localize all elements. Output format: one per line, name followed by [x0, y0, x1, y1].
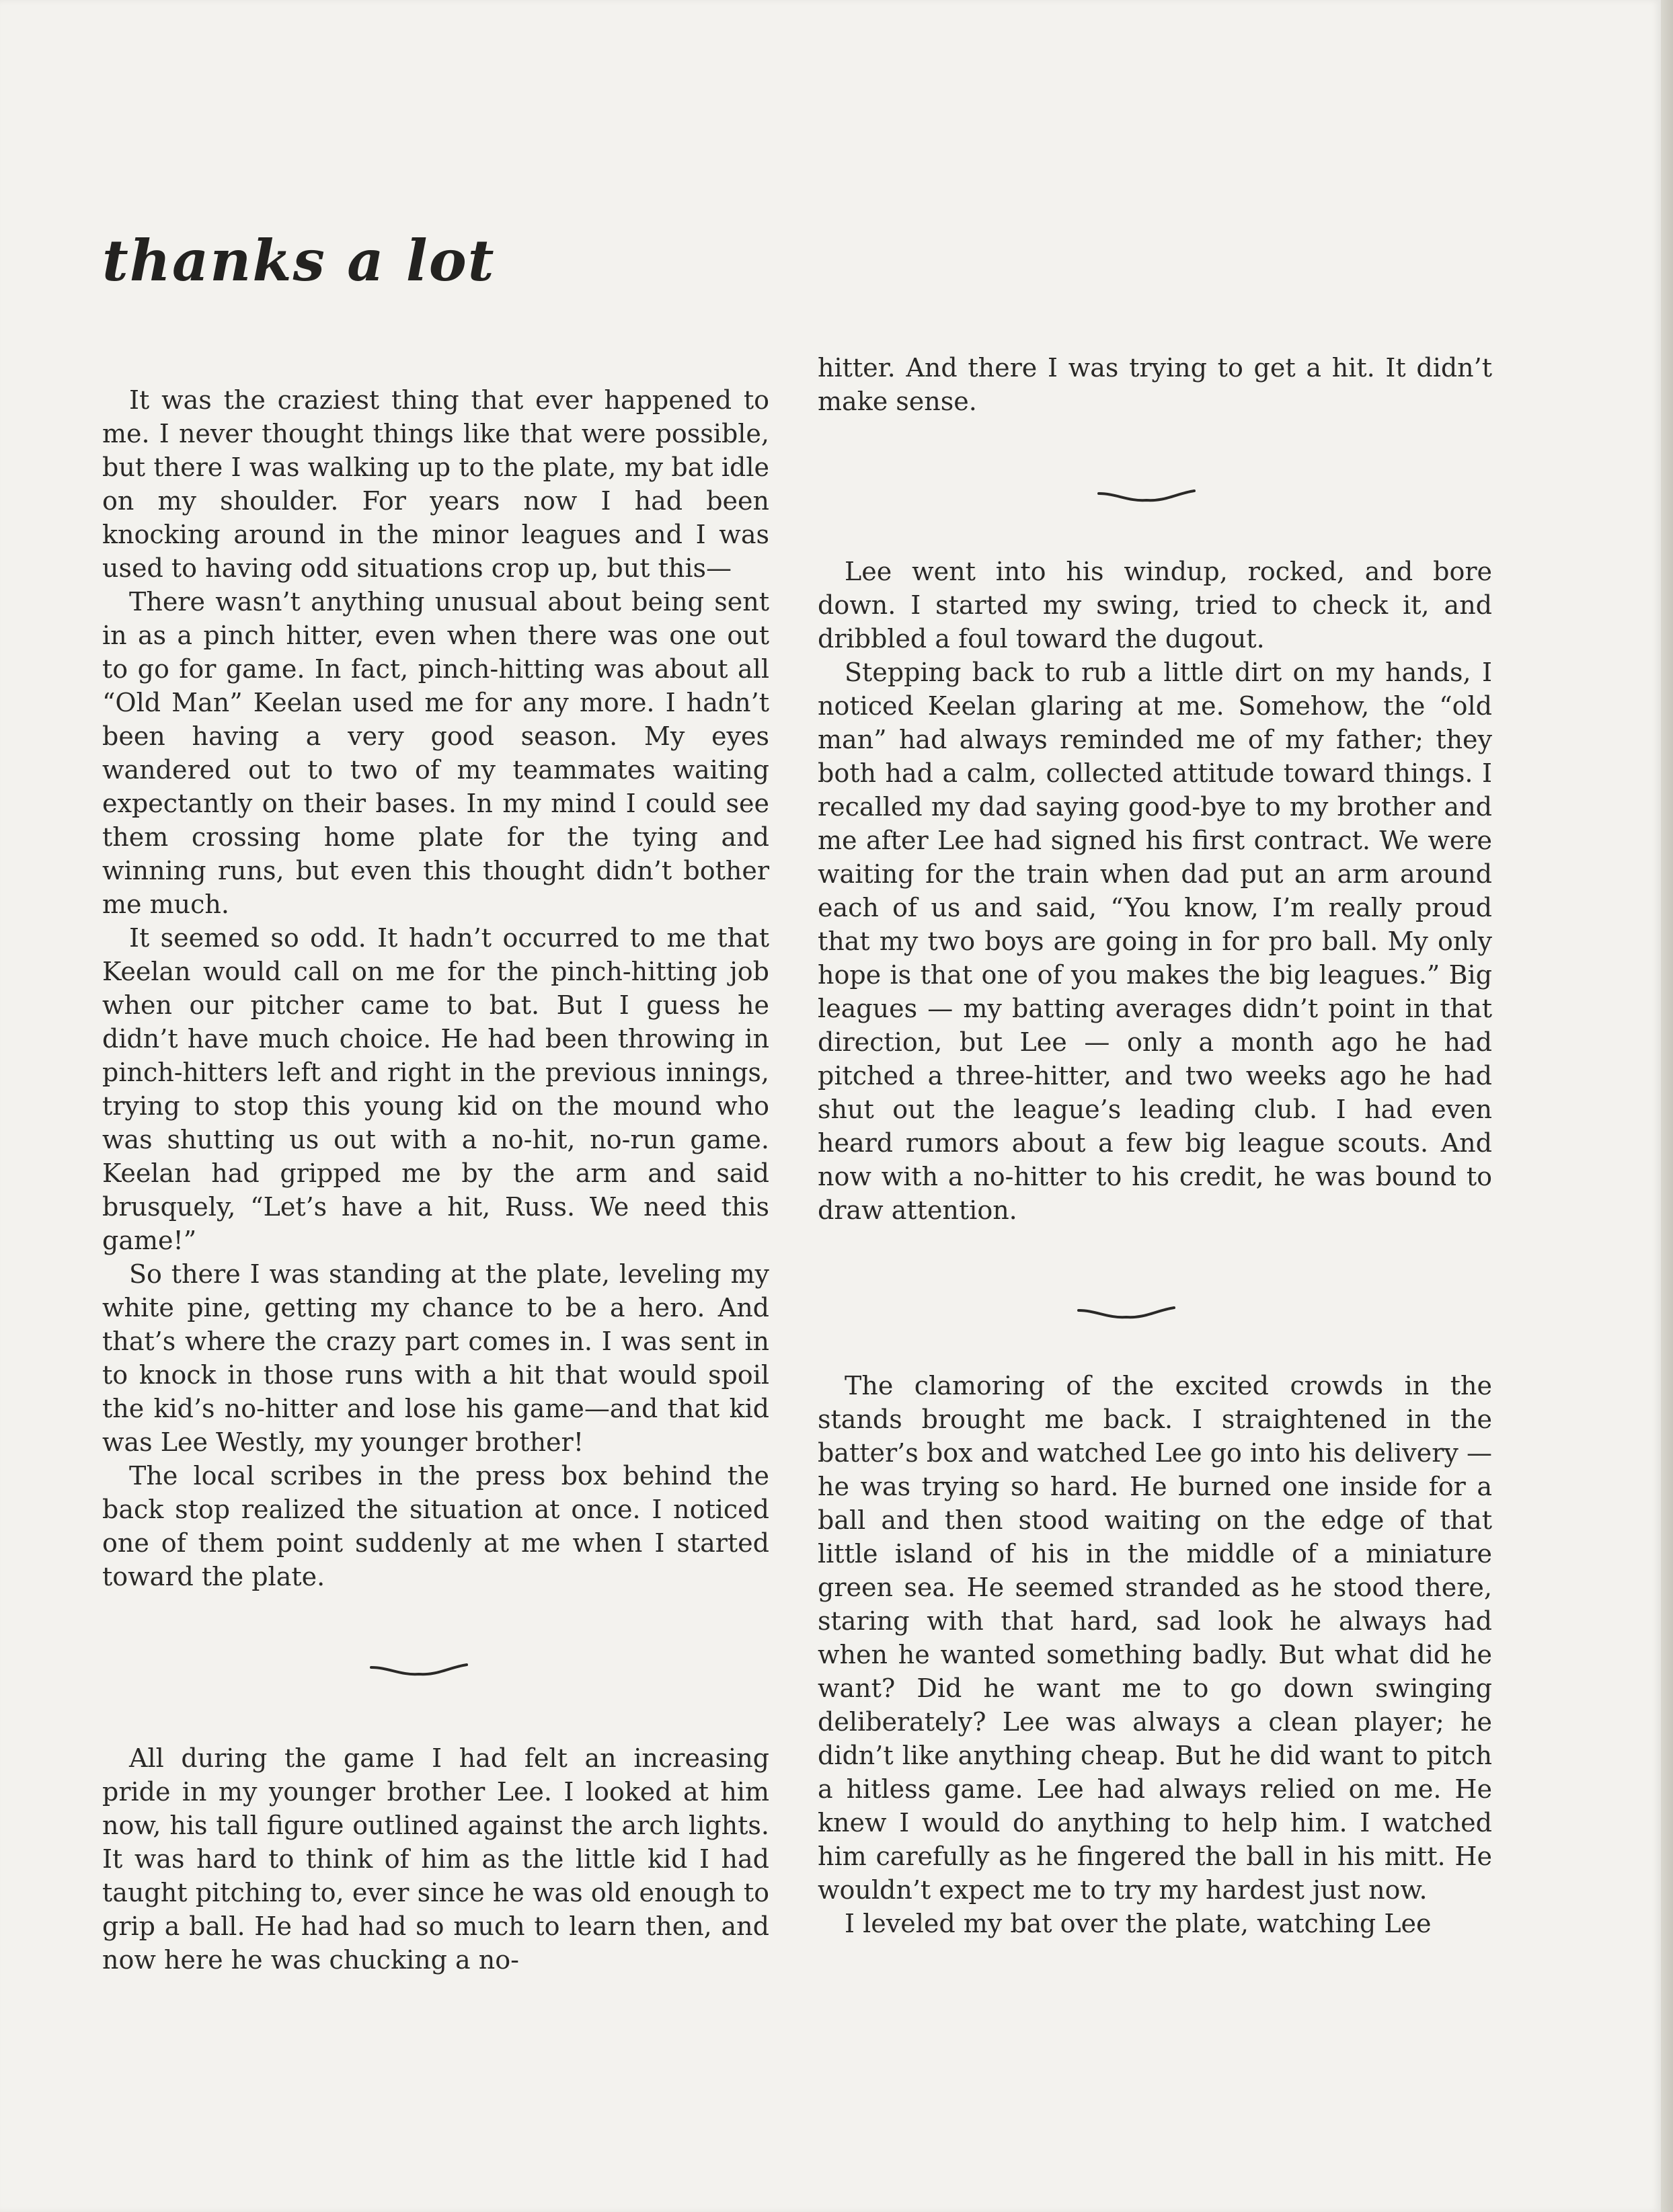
left-column-block-1 [102, 383, 769, 1593]
section-break-ornament-icon [368, 1658, 469, 1681]
section-break-ornament-icon [1076, 1301, 1177, 1324]
paragraph: So there I was standing at the plate, leveling my white pine, getting my chance to be a hero. And that’s where the crazy part comes in. I was sent in to knock in those runs with a hit that would spoil the kid’s no-hitter and lose his game—and that kid was Lee Westly, my younger brother! [102, 1259, 769, 1457]
paragraph: hitter. And there I was trying to get a hit. It didn’t make sense. [818, 353, 1492, 416]
paragraph: The clamoring of the excited crowds in the stands brought me back. I straightened in the batter’s box and watched Lee go into his delivery — he was trying so hard. He burned one inside for a ball and then stood waiting on the edge of that little island of his in the middle of a miniature green sea. He seemed stranded as he stood there, staring with that hard, sad look he always had when he wanted something badly. But what did he want? Did he want me to go down swinging deliberately? Lee was always a clean player; he didn’t like anything cheap. But he did want to pitch a hitless game. Lee had always relied on me. He knew I would do anything to help him. I watched him carefully as he fingered the ball in his mitt. He wouldn’t expect me to try my hardest just now. [818, 1371, 1492, 1905]
right-column-block-1 [818, 351, 1492, 418]
paragraph: It seemed so odd. It hadn’t occurred to me that Keelan would call on me for the pinch-hitting job when our pitcher came to bat. But I guess he didn’t have much choice. He had been throwing in pinch-hitters left and right in the previous innings, trying to stop this young kid on the mound who was shutting us out with a no-hit, no-run game. Keelan had gripped me by the arm and said brusquely, “Let’s have a hit, Russ. We need this game!” [102, 923, 769, 1255]
left-column-block-2 [102, 1741, 769, 1977]
page-edge [1661, 0, 1673, 2212]
paragraph: The local scribes in the press box behind the back stop realized the situation at once. I noticed one of them point suddenly at me when I started toward the plate. [102, 1461, 769, 1591]
paragraph: All during the game I had felt an increasing pride in my younger brother Lee. I looked at him now, his tall figure outlined against the arch lights. It was hard to think of him as the little kid I had taught pitching to, ever since he was old enough to grip a ball. He had had so much to learn then, and now here he was chucking a no- [102, 1743, 769, 1975]
paragraph: I leveled my bat over the plate, watching Lee [845, 1909, 1432, 1938]
right-column-block-3 [818, 1369, 1492, 1940]
paragraph: Stepping back to rub a little dirt on my hands, I noticed Keelan glaring at me. Somehow, the “old man” had always reminded me of my father; they both had a calm, collected attitude toward things. I recalled my dad saying good-bye to my brother and me after Lee had signed his first contract. We were waiting for the train when dad put an arm around each of us and said, “You know, I’m really proud that my two boys are going in for pro ball. My only hope is that one of you makes the big leagues.” Big leagues — my batting averages didn’t point in that direction, but Lee — only a month ago he had pitched a three-hitter, and two weeks ago he had shut out the league’s leading club. I had even heard rumors about a few big league scouts. And now with a no-hitter to his credit, he was bound to draw attention. [818, 658, 1492, 1225]
section-break-ornament-icon [1096, 484, 1197, 507]
story-title: thanks a lot [102, 227, 496, 294]
paragraph: It was the craziest thing that ever happened to me. I never thought things like that were possible, but there I was walking up to the plate, my bat idle on my shoulder. For years now I had been knocking around in the minor leagues and I was used to having odd situations crop up, but this— [102, 385, 769, 583]
paragraph: Lee went into his windup, rocked, and bore down. I started my swing, tried to check it, and dribbled a foul toward the dugout. [818, 557, 1492, 654]
paragraph: There wasn’t anything unusual about being sent in as a pinch hitter, even when there was one out to go for game. In fact, pinch-hitting was about all “Old Man” Keelan used me for any more. I hadn’t been having a very good season. My eyes wandered out to two of my teammates waiting expectantly on their bases. In my mind I could see them crossing home plate for the tying and winning runs, but even this thought didn’t bother me much. [102, 587, 769, 919]
right-column-block-2 [818, 555, 1492, 1227]
